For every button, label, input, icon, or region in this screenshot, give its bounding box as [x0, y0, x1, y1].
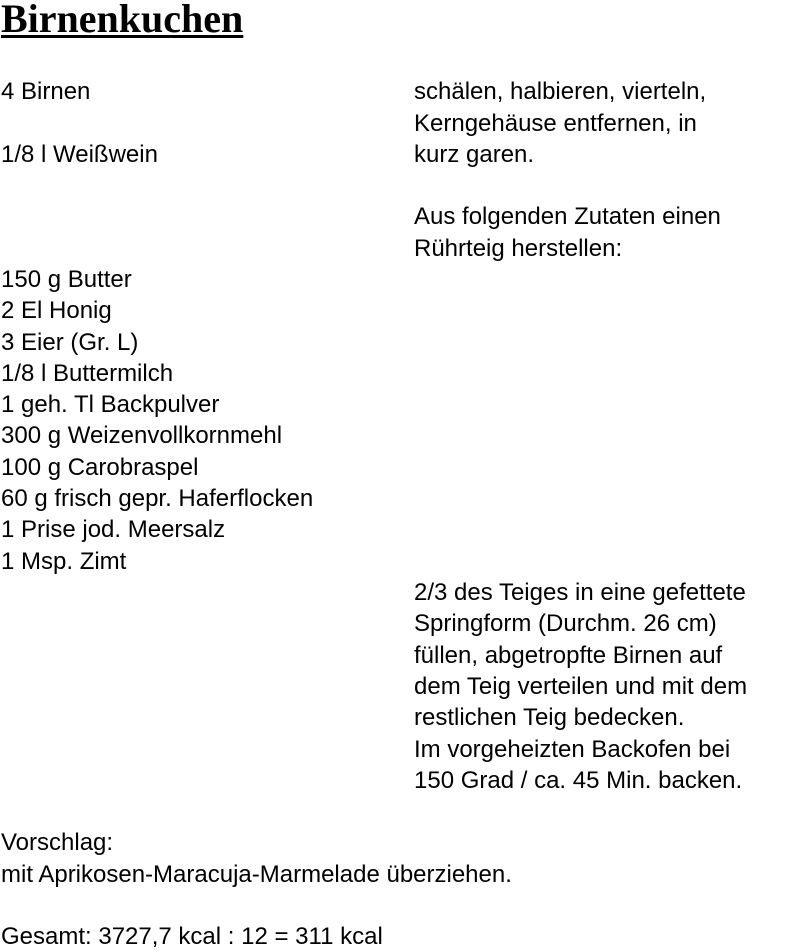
ingredient-item: 60 g frisch gepr. Haferflocken	[1, 485, 314, 512]
suggestion-text: mit Aprikosen-Maracuja-Marmelade überziehen.	[1, 861, 512, 888]
ingredient-item: 300 g Weizenvollkornmehl	[1, 422, 283, 449]
ingredient-item: 100 g Carobraspel	[1, 454, 199, 481]
instruction-line: restlichen Teig bedecken.	[414, 704, 685, 731]
ingredient-item: 2 El Honig	[1, 297, 112, 324]
instruction-line: dem Teig verteilen und mit dem	[414, 673, 748, 700]
instruction-line: schälen, halbieren, vierteln,	[414, 78, 707, 105]
ingredient-item: 1 Prise jod. Meersalz	[1, 516, 226, 543]
ingredient-item: 1/8 l Buttermilch	[1, 360, 174, 387]
instruction-line: kurz garen.	[414, 141, 535, 168]
instruction-line: Aus folgenden Zutaten einen	[414, 203, 721, 230]
ingredient-item: 1 geh. Tl Backpulver	[1, 391, 220, 418]
instruction-line: Im vorgeheizten Backofen bei	[414, 736, 731, 763]
suggestion-label: Vorschlag:	[1, 829, 114, 856]
ingredient-white-wine: 1/8 l Weißwein	[1, 141, 158, 168]
instruction-line: Kerngehäuse entfernen, in	[414, 110, 697, 137]
calorie-total: Gesamt: 3727,7 kcal : 12 = 311 kcal	[1, 923, 383, 950]
instruction-line: füllen, abgetropfte Birnen auf	[414, 642, 723, 669]
ingredient-item: 150 g Butter	[1, 266, 132, 293]
instruction-line: 150 Grad / ca. 45 Min. backen.	[414, 767, 743, 794]
ingredient-item: 3 Eier (Gr. L)	[1, 329, 139, 356]
ingredient-pears: 4 Birnen	[1, 78, 91, 105]
ingredient-item: 1 Msp. Zimt	[1, 548, 127, 575]
recipe-title: Birnenkuchen	[1, 0, 244, 41]
instruction-line: Rührteig herstellen:	[414, 235, 623, 262]
instruction-line: 2/3 des Teiges in eine gefettete	[414, 579, 746, 606]
instruction-line: Springform (Durchm. 26 cm)	[414, 610, 717, 637]
